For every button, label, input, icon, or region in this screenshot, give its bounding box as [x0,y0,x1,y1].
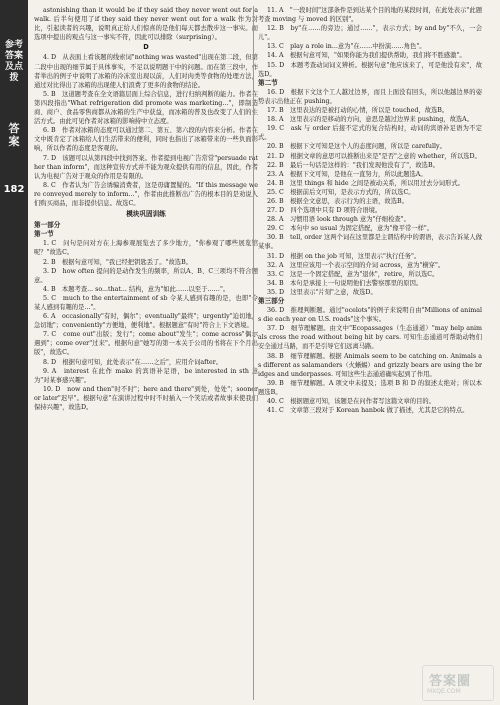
section-heading-1: 第一节 [34,230,54,239]
right-answer-31: 31. D 根据 on the job 可知，这里表示"执行任务"。 [267,252,421,260]
left-answer-8b: 8. D 根据句意可知，此处表示"在……之后"，应用介词after。 [43,358,223,366]
right-answer-41: 41. C 文章第三段对于 Korean hanbok 做了描述，尤其是它的特点。 [267,407,469,415]
left-answer-7b: 7. C come out"出版；发行"；come about"发生"；come across"偶尔遇到"；come over"过来"。根据句意"她写的第一本关于公司的书将在下个月出版"，故选C。 [34,331,258,357]
left-answer-7: 7. D 该题可以从第四段中找到答案。作者提到电视广告常常"persuade rather than inform"，而这种宣传方式并不能为观众提供有用的信息，因此，作者认为电视广告对于观众的作用是有限的。 [34,154,258,180]
right-answer-14: 14. A 根据句意可知，"如果你能为我们提供帮助，我们将不胜感激"。 [267,52,466,60]
left-answer-8: 8. C 作者认为广告会诱骗消费者，这是毋庸置疑的。"If this message were conveyed merely to inform..."，作者由此推断出广告的根本目的是劝说人们购买商品，而非提供信息。故选C。 [34,181,258,207]
site-watermark [422,665,494,701]
column-divider [253,6,254,700]
left-answer-1: 1. C 问句是问对方在上海参观展览去了多少地方，"你参观了哪些展览馆呢？"故选C。 [34,240,258,257]
sidebar-title: 参考答案及点拨 [4,40,23,83]
left-answer-9: 9. A interest 在此作 make 的宾语补足语，be interested in sth 意为"对某事感兴趣"。 [34,367,258,384]
right-answer-28: 28. A 习惯用语 look through 意为"仔细检查"。 [267,216,410,224]
part-heading-3: 第三部分 [258,297,285,305]
module-title: 模块巩固训练 [126,210,166,219]
right-answer-29: 29. C 本句中 so usual 为固定搭配，意为"像平常一样"。 [267,225,434,233]
right-answer-39: 39. B 细节理解题。A 项文中未提及；选项 B 和 D 的叙述太绝对；所以本题选B。 [258,379,482,396]
right-answer-33: 33. C 这是一个固定搭配，意为"退休"，retire，所以选C。 [267,270,439,278]
right-answer-13: 13. C play a role in...意为"在……中扮演……角色"。 [267,43,426,51]
right-answer-22: 22. B 最后一句话是这样的："我们发现他没有了"，故选B。 [267,161,439,169]
left-answer-5b: 5. C much to the entertainment of sb 令某人感到有趣的是，也即"令某人感到有趣的是..."。 [34,294,258,311]
right-answer-23: 23. A 根据下文可知，是他在一直努力，所以此题选A。 [267,170,427,178]
left-para: astonishing than it would be if they said they never went out for a walk. 后半句使用了if they said they never went out for a walk 作为对比，引起读者的兴趣，说明真正给人们惊喜的是他们每天都去散步这一事实。而选项中提出的观点与这一事实不符，因此可以排除（surprising）。 [34,7,258,42]
section-heading-2: 第二节 [258,78,278,87]
right-answer-25: 25. C 根据前后文可知，是表示方式的，所以选C。 [267,188,415,196]
right-answer-19: 19. C ask 与 order 后接不定式的复合结构时，动词的宾语补足语为不定式。 [258,125,482,142]
left-answer-10: 10. D now and then"时不时"；here and there"到处，处处"；sooner or later"迟早"。根据句意"在演讲过程中时不时插入一个笑话或者故事来使我们保持兴趣"，故选D。 [34,385,258,412]
right-answer-30: 30. B tell, order 这两个词在这里都是主谓结构中的谓语，表示告诉某人做某事。 [258,234,482,251]
left-answer-2: 2. B 根据句意可知，"我已经把钥匙丢了。"故选B。 [43,258,192,266]
left-answer-4b: 4. B 本题考查... so...that... 结构，意为"如此……以至于……"。 [43,285,230,293]
watermark-url: MXQE.COM [427,688,461,695]
right-answer-26: 26. B 根据全文意思，表示行为的主语，故选B。 [267,197,408,205]
right-answer-20: 20. B 根据下文可知是这个人的态度问题，所以是 carefully。 [267,143,446,151]
left-column [34,6,258,412]
right-answer-37: 37. D 细节理解题。由文中"Ecopassages（生态通道）"may help animals cross the road without being hit by cars. 可知生态通道可帮助动物们安全通过马路，而不是引导它们远离马路。 [258,325,482,351]
left-section-letter: D [143,43,149,52]
left-answer-6b: 6. A occasionally"有时，偶尔"；eventually"最终"；urgently"迫切地，急切地"；conveniently"方便地，便利地"。根据题意"有时"符合上下文语境。 [34,313,258,330]
right-answer-32: 32. A 这里应该用一个表示空间的介词 across，意为"横穿"。 [267,261,445,269]
right-answer-34: 34. B 本句是承接上一句说明他们去警察那里的原因。 [267,279,423,287]
right-column [258,6,482,415]
left-answer-6: 6. B 作者对冰箱的态度可以通过第二、第五、第六段的内容来分析。作者在文中既肯定了冰箱给人们生活带来的便利，同时也指出了冰箱带来的一些负面影响，所以作者的态度是客观的。 [34,127,258,153]
right-answer-16: 16. D 根据下文这个工人越过边界，而且上面没有回头，所以他越边界的姿势表示出他正在 pushing。 [258,88,482,105]
right-answer-38: 38. B 细节理解题。根据 Animals seem to be catching on. Animals as different as salamanders（火蜥蜴）and grizzly bears are using the bridges and underpasses. 可知这些生态通道确实起到了作用。 [258,352,482,378]
right-answer-11: 11. A "一段时间"这部条件是到达某个目的地的某段时间，在此处表示"此题考查 moving 与 moved 的区别"。 [258,7,482,24]
left-answer-4: 4. D 从表面上看该题的线索词"nothing was wasted"出现在第二段，但第二段中出现的细节属于具体事实，不足以说明题干中的问题。而在第三段中，作者举出的例子中说明了冰箱的冷冻室出现以前，人们对肉类等食物的处理方法，通过对比得出了冰箱的出现使人们浪费了更多的食物的结论。 [34,54,258,89]
right-answer-40: 40. C 根据题意可知，该题是在问作者写这篇文章的目的。 [267,398,435,406]
right-answer-35: 35. D 这里表示"片刻"之意，故选D。 [267,288,377,296]
right-answer-17: 17. B 这里表达的是被打动的心情，所以是 touched，故选B。 [267,107,449,115]
chapter-sidebar [0,0,28,705]
right-answer-18: 18. A 这里表示的是移动的方向，意思是越过边界来 pushing，故选A。 [267,116,474,124]
right-answer-36: 36. D 推理判断题。通过"ocelots"的例子来说明自由"Millions of animals die each year on U.S. roads"这个事实。 [258,307,482,324]
right-answer-27: 27. D 四个选项中只有 D 项符合语境。 [267,207,382,215]
right-answer-15: 15. D 本题考查动词词义辨析。根据句意"他应该来了，可是他没有来"，故选D。 [258,61,482,78]
sidebar-section: 答案 [8,122,20,148]
left-answer-3: 3. D how often 提问的是动作发生的频率，所以A、B、C三项均不符合题意。 [34,267,258,284]
right-answer-12: 12. B by"在……的旁边；通过……"，表示方式；by and by"不久，一会儿"。 [258,25,482,42]
right-answer-24: 24. B 这里 things 和 hide 之间是被动关系，所以用过去分词形式。 [267,179,464,187]
right-answer-21: 21. D 根据文章的意思可以推断出来是"是否"之意的 whether，所以选D。 [267,152,481,160]
watermark-text: 答案圈 [429,674,472,689]
left-answer-5: 5. B 这道题考查在全文语篇层面上综合信息，进行归纳判断的能力。作者在第四段指出"What refrigeration did promote was marketing..."，即制造商、商户、食品零售商都从冰箱的生产中获益，而冰箱的普及也改变了人们的生活方式。由此可见作者对冰箱的影响持中立态度。 [34,90,258,126]
part-heading-1: 第一部分 [34,221,61,230]
page-number: 182 [3,184,25,195]
